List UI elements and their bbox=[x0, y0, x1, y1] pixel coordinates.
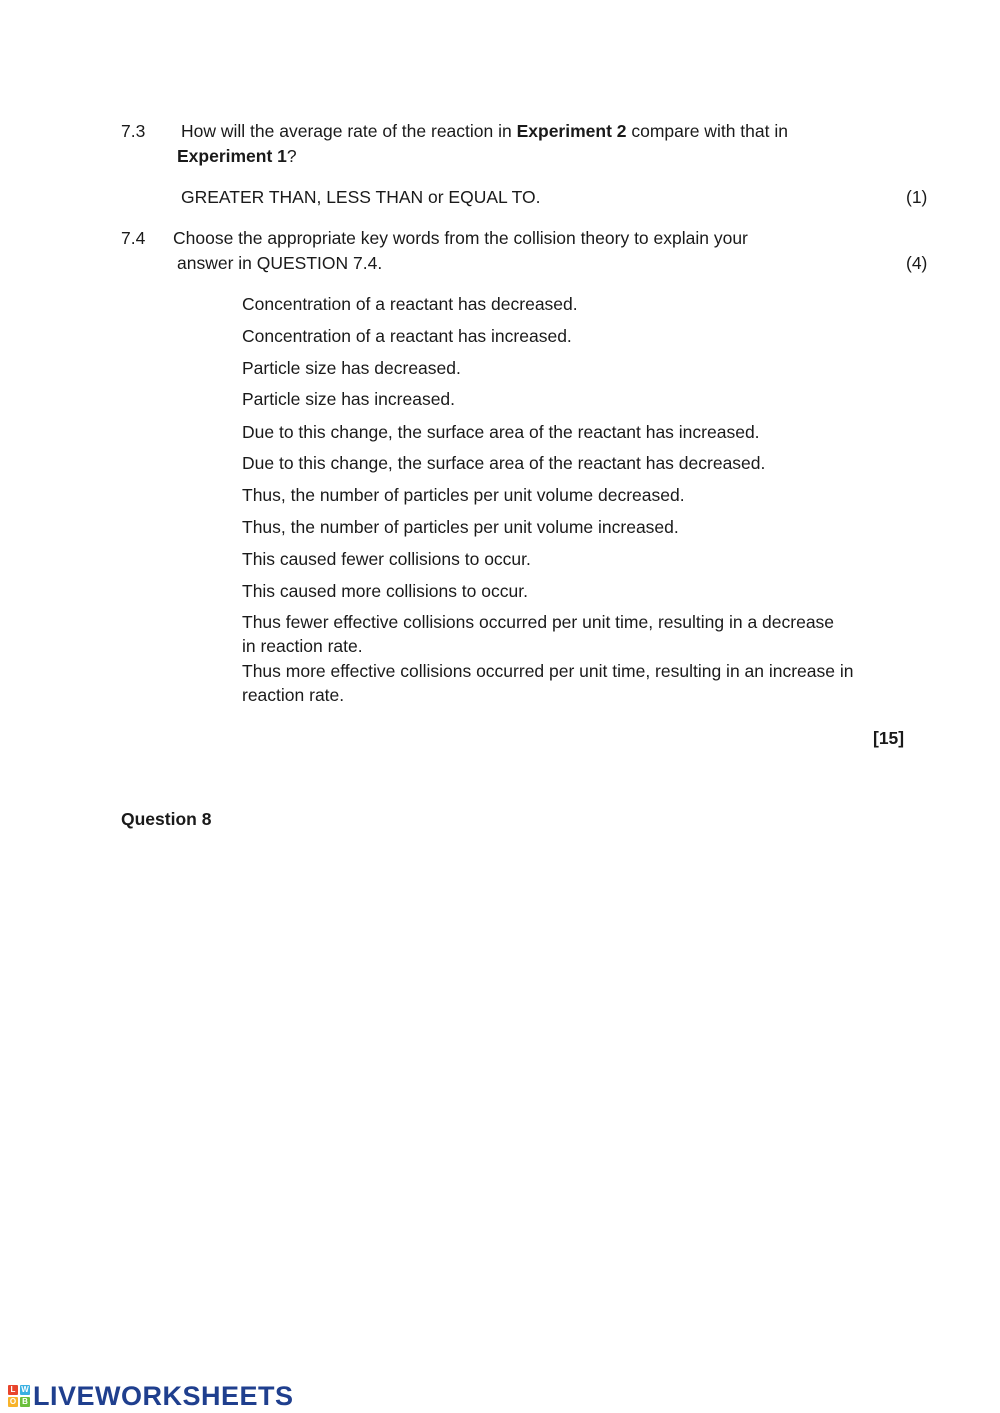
q73-line2-bold: Experiment 1 bbox=[177, 146, 287, 166]
statement-10: This caused more collisions to occur. bbox=[242, 581, 528, 601]
statement-11 bbox=[242, 610, 834, 658]
statement-12-line2: reaction rate. bbox=[242, 685, 345, 705]
statement-12-line1: Thus more effective collisions occurred per unit time, resulting in an increase in bbox=[242, 661, 854, 681]
statement-12 bbox=[242, 659, 854, 707]
statement-11-line1: Thus fewer effective collisions occurred per unit time, resulting in a decrease bbox=[242, 612, 835, 632]
logo-tile-2: W bbox=[21, 1385, 29, 1394]
statement-5: Due to this change, the surface area of the reactant has increased. bbox=[242, 422, 760, 442]
logo-tile-4: B bbox=[20, 1397, 30, 1407]
q73-line1-post: compare with that in bbox=[626, 121, 788, 141]
question-7-3-text-line1 bbox=[181, 120, 788, 142]
question-7-4-text-line1: Choose the appropriate key words from the collision theory to explain your bbox=[173, 228, 748, 248]
logo-text: LIVEWORKSHEETS bbox=[33, 1381, 294, 1411]
total-marks: [15] bbox=[873, 728, 905, 748]
question-7-4-text-line2: answer in QUESTION 7.4. bbox=[177, 253, 383, 273]
statement-2: Concentration of a reactant has increased. bbox=[242, 326, 572, 346]
logo-tiles-icon bbox=[8, 1385, 30, 1407]
question-7-4-marks: (4) bbox=[906, 253, 928, 273]
statement-11-line2: in reaction rate. bbox=[242, 636, 363, 656]
statement-8: Thus, the number of particles per unit volume increased. bbox=[242, 517, 679, 537]
logo-tile-3: O bbox=[9, 1397, 17, 1406]
logo-tile-1: L bbox=[8, 1385, 18, 1395]
statement-9: This caused fewer collisions to occur. bbox=[242, 549, 531, 569]
statement-7: Thus, the number of particles per unit volume decreased. bbox=[242, 485, 685, 505]
statement-4: Particle size has increased. bbox=[242, 389, 456, 409]
liveworksheets-logo[interactable] bbox=[8, 1381, 294, 1411]
question-7-3-options: GREATER THAN, LESS THAN or EQUAL TO. bbox=[181, 187, 541, 207]
statement-3: Particle size has decreased. bbox=[242, 358, 461, 378]
q73-line1-pre: How will the average rate of the reaction in bbox=[181, 121, 517, 141]
q73-line1-bold: Experiment 2 bbox=[516, 121, 627, 141]
question-7-3-marks: (1) bbox=[906, 187, 928, 207]
question-7-3-text-line2 bbox=[177, 145, 297, 167]
question-7-4-number: 7.4 bbox=[121, 228, 146, 248]
q73-line2-post: ? bbox=[286, 146, 297, 166]
statement-1: Concentration of a reactant has decreased. bbox=[242, 294, 578, 314]
statement-6: Due to this change, the surface area of the reactant has decreased. bbox=[242, 453, 766, 473]
question-7-3-number: 7.3 bbox=[121, 121, 146, 141]
question-8-heading: Question 8 bbox=[121, 809, 212, 829]
